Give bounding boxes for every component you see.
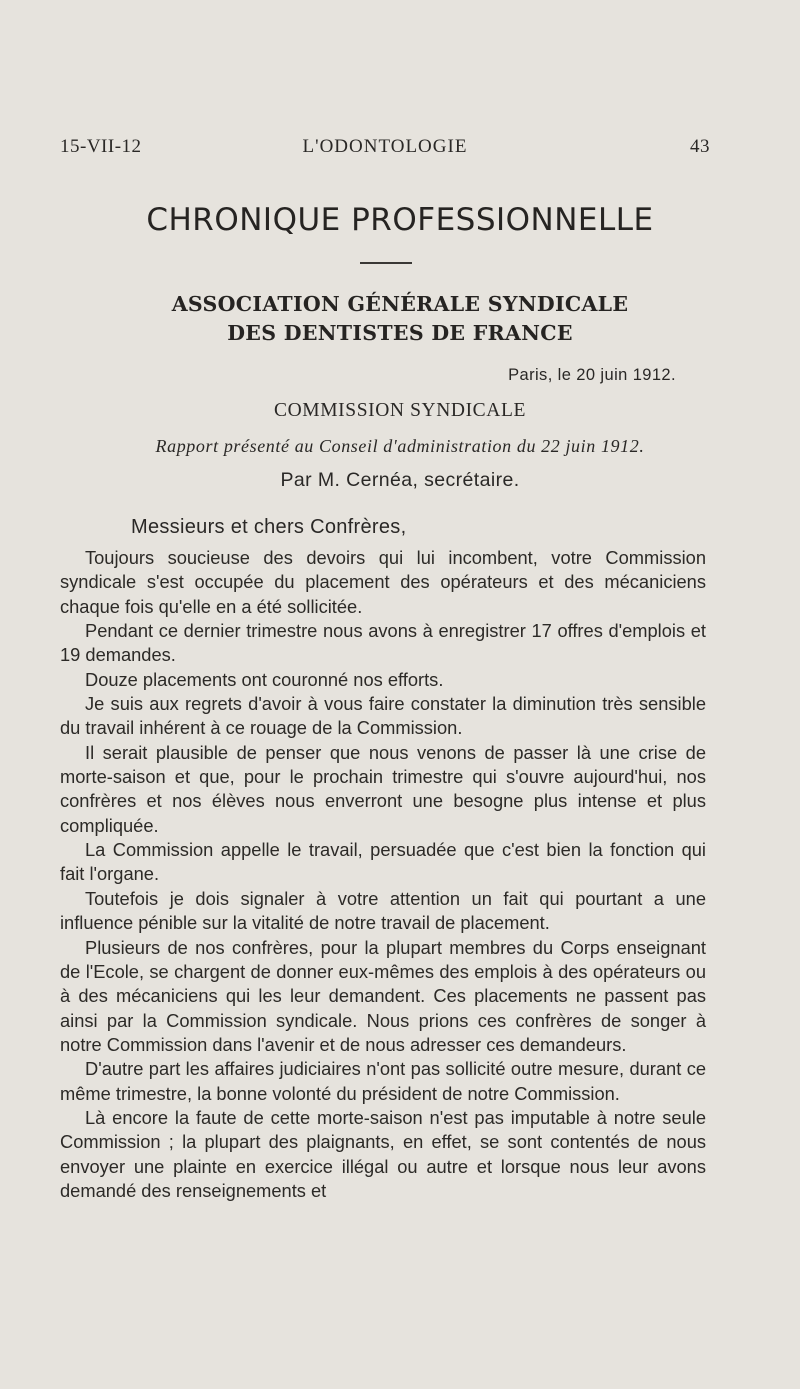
paragraph: Plusieurs de nos confrères, pour la plupart membres du Corps enseignant de l'Ecole, se chargent de donner eux-mêmes des emplois à des opérateurs ou à des mécaniciens qui les leur demandent. Ces placements ne passent pas ainsi par la Commission syndicale. Nous prions ces confrères de songer à notre Commission dans l'avenir et de nous adresser ces demandeurs. — [60, 936, 706, 1055]
article-body — [60, 546, 706, 1203]
paragraph: Je suis aux regrets d'avoir à vous faire constater la diminution très sensible du travail inhérent à ce rouage de la Commission. — [60, 693, 706, 739]
paragraph: Pendant ce dernier trimestre nous avons à enregistrer 17 offres d'emplois et 19 demandes. — [60, 620, 706, 666]
paragraph: Il serait plausible de penser que nous venons de passer là une crise de morte-saison et que, pour le prochain trimestre qui s'ouvre aujourd'hui, nos confrères et nos élèves nous enverront une besogne plus intense et plus compliquée. — [60, 741, 706, 836]
association-line-1: ASSOCIATION GÉNÉRALE SYNDICALE — [171, 292, 629, 316]
paragraph: Toujours soucieuse des devoirs qui lui incombent, votre Commission syndicale s'est occupée du placement des opérateurs et des mécaniciens chaque fois qu'elle en a été sollicitée. — [60, 547, 706, 617]
association-heading — [60, 290, 740, 348]
paragraph: Là encore la faute de cette morte-saison n'est pas imputable à notre seule Commission ; la plupart des plaignants, en effet, se sont contentés de nous envoyer une plainte en exercice illégal ou autre et lorsque nous leur avons demandé des renseignements et — [60, 1106, 706, 1201]
dateline: Paris, le 20 juin 1912. — [508, 366, 676, 384]
running-header — [60, 136, 710, 162]
paragraph: Douze placements ont couronné nos efforts. — [85, 668, 444, 690]
paragraph: Toutefois je dois signaler à votre attention un fait qui pourtant a une influence pénible sur la vitalité de notre travail de placement. — [60, 887, 706, 934]
title-divider — [360, 262, 412, 264]
byline: Par M. Cernéa, secrétaire. — [280, 469, 520, 491]
paragraph: La Commission appelle le travail, persuadée que c'est bien la fonction qui fait l'organe. — [60, 839, 706, 885]
section-title: CHRONIQUE PROFESSIONNELLE — [146, 202, 654, 238]
salutation: Messieurs et chers Confrères, — [131, 516, 407, 538]
page-number: 43 — [690, 136, 710, 157]
association-line-2: DES DENTISTES DE FRANCE — [227, 321, 573, 345]
header-date: 15-VII-12 — [60, 136, 142, 157]
header-journal-title: L'ODONTOLOGIE — [302, 136, 468, 157]
report-subtitle: Rapport présenté au Conseil d'administration du 22 juin 1912. — [155, 436, 645, 456]
commission-heading: COMMISSION SYNDICALE — [274, 400, 526, 421]
paragraph: D'autre part les affaires judiciaires n'ont pas sollicité outre mesure, durant ce même trimestre, la bonne volonté du président de notre Commission. — [60, 1058, 706, 1104]
